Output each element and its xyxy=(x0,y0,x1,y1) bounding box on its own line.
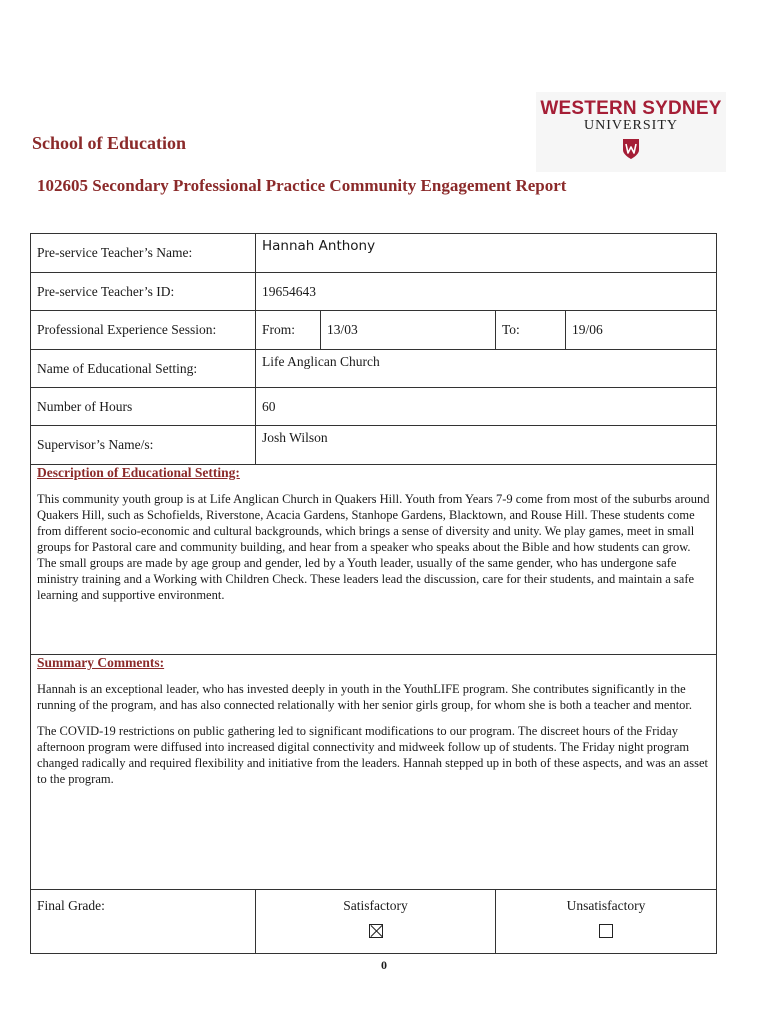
description-text: This community youth group is at Life Anglican Church in Quakers Hill. Youth from Years 7-9 come from most of the suburbs around Quakers Hill, such as Schofields, Riverstone, Acacia Gardens, Stanhope Gardens, Blacktown, and Rouse Hill. These students come from different socio-economic and cultural backgrounds, which brings a sense of diversity and unity. We play games, meet in small groups for Pastoral care and community building, and hear from a speaker who speaks about the Bible and how students can grow. The small groups are made by age group and gender, led by a Youth leader, usually of the same gender, who has undergone safe ministry training and a Working with Children Check. These leaders lead the discussion, care for their students, and maintain a safe learning and supportive environment. xyxy=(37,492,710,602)
to-label: To: xyxy=(496,311,566,350)
name-label: Pre-service Teacher’s Name: xyxy=(31,234,256,273)
school-name: School of Education xyxy=(32,133,187,153)
report-form xyxy=(30,233,717,954)
supervisor-label: Supervisor’s Name/s: xyxy=(31,426,256,465)
id-label: Pre-service Teacher’s ID: xyxy=(31,273,256,311)
page-number: 0 xyxy=(381,958,387,972)
report-title: 102605 Secondary Professional Practice Community Engagement Report xyxy=(37,176,567,195)
unsatisfactory-option xyxy=(496,890,717,954)
form-row-session xyxy=(31,311,717,350)
logo-text-secondary: UNIVERSITY xyxy=(584,118,678,133)
setting-label: Name of Educational Setting: xyxy=(31,350,256,388)
form-row-hours xyxy=(31,388,717,426)
hours-value: 60 xyxy=(256,388,717,426)
logo-text-primary: WESTERN SYDNEY xyxy=(540,98,722,119)
unsatisfactory-label: Unsatisfactory xyxy=(566,898,646,913)
id-value: 19654643 xyxy=(256,273,717,311)
form-row-setting xyxy=(31,350,717,388)
description-cell xyxy=(31,465,717,655)
summary-heading: Summary Comments: xyxy=(37,655,165,670)
from-value: 13/03 xyxy=(321,311,496,350)
form-row-name xyxy=(31,234,717,273)
name-value: Hannah Anthony xyxy=(256,234,717,273)
satisfactory-label: Satisfactory xyxy=(343,898,408,913)
summary-paragraph-2: The COVID-19 restrictions on public gathering led to significant modifications to our program. The discreet hours of the Friday afternoon program were diffused into increased digital connectivity and midweek follow up of students. The Friday night program changed radically and required flexibility and initiative from the leaders. Hannah stepped up in both of these aspects, and was an asset to the program. xyxy=(37,724,708,786)
summary-paragraph-1: Hannah is an exceptional leader, who has invested deeply in youth in the YouthLIFE program. She contributes significantly in the running of the program, and has also connected relationally with her senior girls group, for whom she is both a teacher and mentor. xyxy=(37,682,693,712)
supervisor-value: Josh Wilson xyxy=(256,426,717,465)
shield-icon xyxy=(622,138,640,160)
university-logo xyxy=(536,92,726,172)
session-label: Professional Experience Session: xyxy=(31,311,256,350)
description-heading: Description of Educational Setting: xyxy=(37,465,240,480)
satisfactory-option xyxy=(256,890,496,954)
grade-label: Final Grade: xyxy=(31,890,256,954)
description-section xyxy=(31,465,717,655)
form-row-supervisor xyxy=(31,426,717,465)
to-value: 19/06 xyxy=(566,311,717,350)
summary-section xyxy=(31,655,717,890)
unsatisfactory-checkbox[interactable] xyxy=(599,924,613,938)
hours-label: Number of Hours xyxy=(31,388,256,426)
setting-value: Life Anglican Church xyxy=(256,350,717,388)
satisfactory-checkbox[interactable] xyxy=(369,924,383,938)
grade-row xyxy=(31,890,717,954)
from-label: From: xyxy=(256,311,321,350)
summary-cell xyxy=(31,655,717,890)
form-row-id xyxy=(31,273,717,311)
